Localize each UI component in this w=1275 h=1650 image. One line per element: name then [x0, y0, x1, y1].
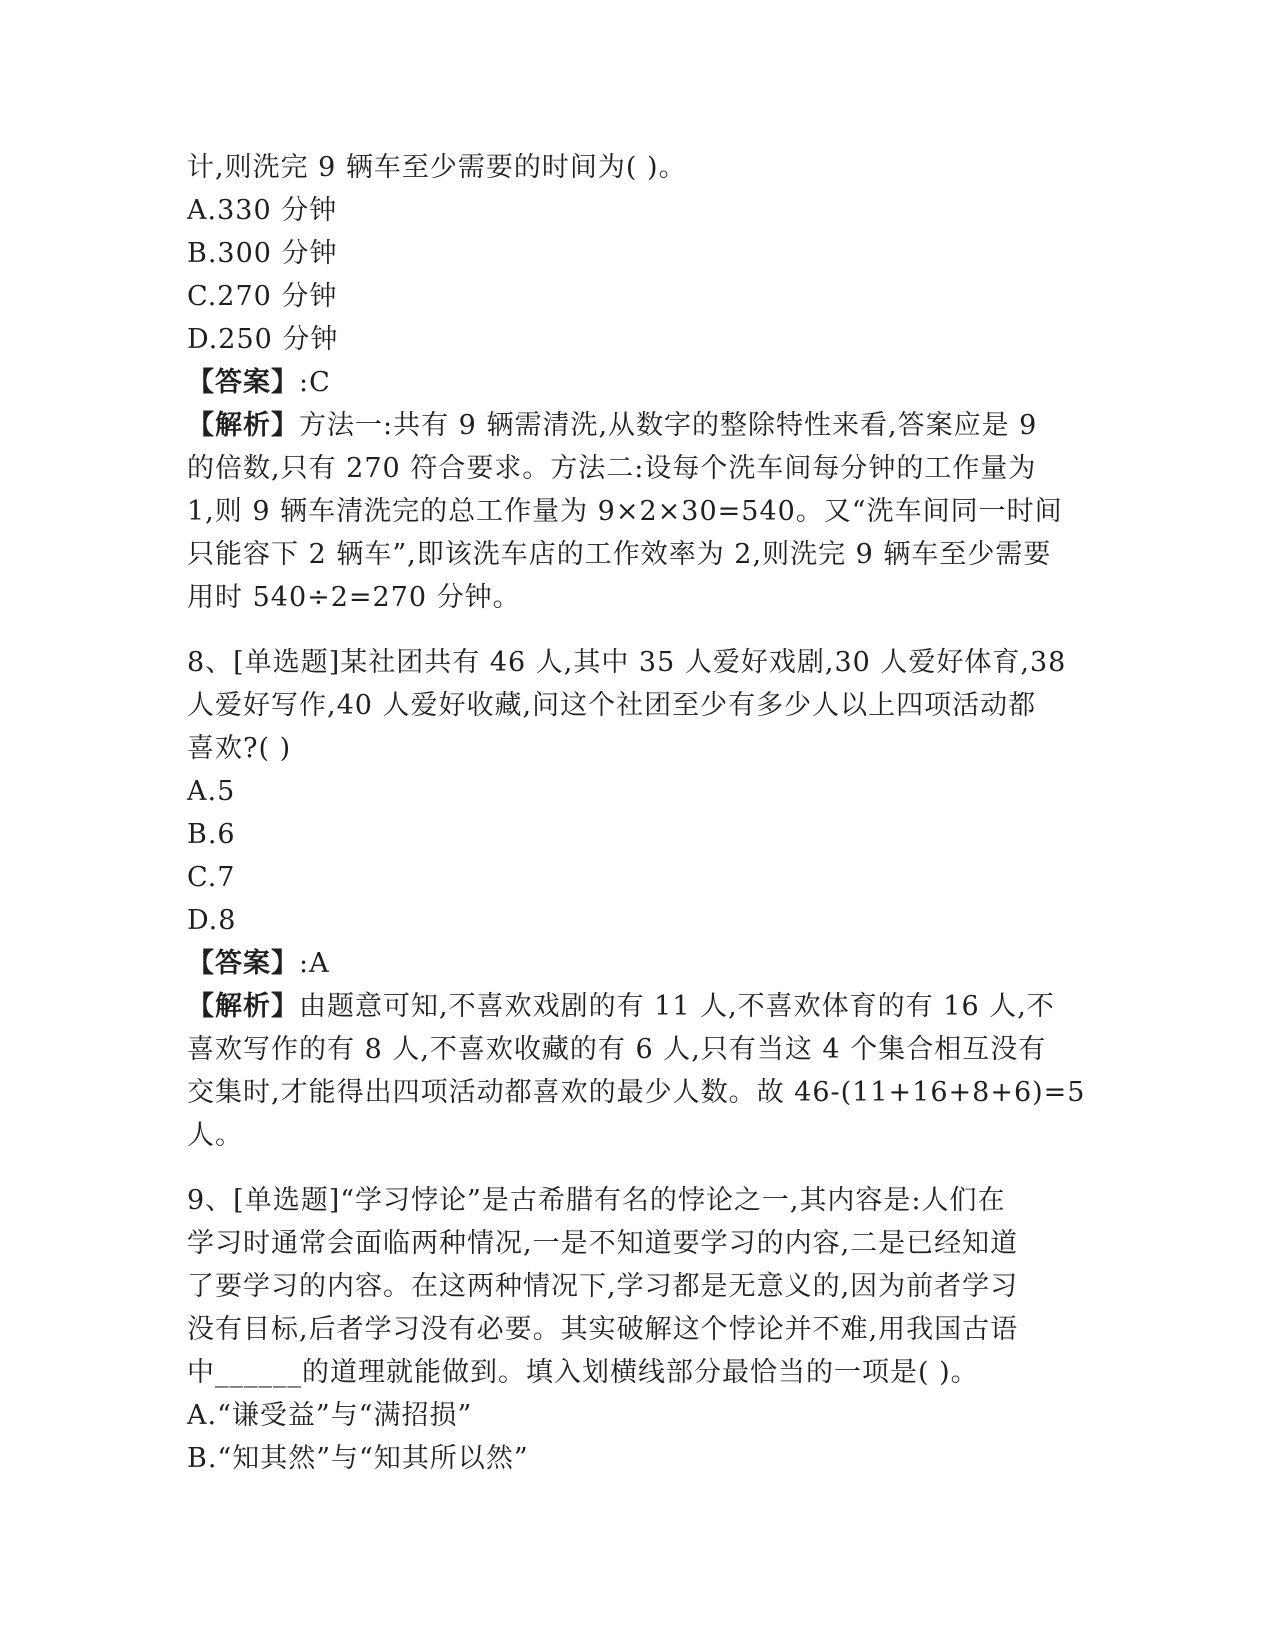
q7-analysis-label: 【解析】: [187, 410, 299, 441]
q7-option-b: B.300 分钟: [187, 238, 338, 269]
q8-analysis-text-1: 由题意可知,不喜欢戏剧的有 11 人,不喜欢体育的有 16 人,不: [299, 991, 1055, 1022]
q7-analysis-line-5: 用时 540÷2=270 分钟。: [187, 582, 521, 613]
q7-option-c: C.270 分钟: [187, 281, 338, 312]
question-spacer: [187, 1157, 1097, 1179]
q7-answer-value: :C: [299, 367, 331, 398]
q8-stem-line-2: 人爱好写作,40 人爱好收藏,问这个社团至少有多少人以上四项活动都: [187, 690, 1037, 721]
q7-option-d: D.250 分钟: [187, 324, 339, 355]
q8-analysis-line-3: 交集时,才能得出四项活动都喜欢的最少人数。故 46-(11+16+8+6)=5: [187, 1077, 1086, 1108]
q7-answer: [187, 361, 1097, 404]
q7-analysis-line-4: 只能容下 2 辆车”,即该洗车店的工作效率为 2,则洗完 9 辆车至少需要: [187, 539, 1052, 570]
q9-stem-line-4: 没有目标,后者学习没有必要。其实破解这个悖论并不难,用我国古语: [187, 1314, 1019, 1345]
q7-stem-tail: 计,则洗完 9 辆车至少需要的时间为( )。: [187, 152, 687, 183]
q8-option-b: B.6: [187, 819, 236, 850]
q7-analysis-line-1: [187, 404, 1097, 447]
q8-answer-label: 【答案】: [187, 948, 299, 979]
q8-option-c: C.7: [187, 862, 236, 893]
question-spacer: [187, 619, 1097, 641]
q9-stem-line-1: 9、[单选题]“学习悖论”是古希腊有名的悖论之一,其内容是:人们在: [187, 1185, 1006, 1216]
q7-answer-label: 【答案】: [187, 367, 299, 398]
document-page: [187, 146, 1097, 1480]
q8-analysis-line-4: 人。: [187, 1120, 243, 1151]
q9-stem-line-5: 中______的道理就能做到。填入划横线部分最恰当的一项是( )。: [187, 1357, 979, 1388]
q8-option-a: A.5: [187, 776, 236, 807]
q9-option-b: B.“知其然”与“知其所以然”: [187, 1443, 529, 1474]
q9-stem-line-2: 学习时通常会面临两种情况,一是不知道要学习的内容,二是已经知道: [187, 1228, 1019, 1259]
q7-analysis-line-2: 的倍数,只有 270 符合要求。方法二:设每个洗车间每分钟的工作量为: [187, 453, 1037, 484]
q9-stem-line-3: 了要学习的内容。在这两种情况下,学习都是无意义的,因为前者学习: [187, 1271, 1019, 1302]
q8-stem-line-1: 8、[单选题]某社团共有 46 人,其中 35 人爱好戏剧,30 人爱好体育,38: [187, 647, 1067, 678]
q7-analysis-text-1: 方法一:共有 9 辆需清洗,从数字的整除特性来看,答案应是 9: [299, 410, 1038, 441]
q9-option-a: A.“谦受益”与“满招损”: [187, 1400, 473, 1431]
q8-option-d: D.8: [187, 905, 237, 936]
q8-stem-line-3: 喜欢?( ): [187, 733, 292, 764]
q7-analysis-line-3: 1,则 9 辆车清洗完的总工作量为 9×2×30=540。又“洗车间同一时间: [187, 496, 1063, 527]
q8-answer-value: :A: [299, 948, 330, 979]
q8-answer: [187, 942, 1097, 985]
q7-option-a: A.330 分钟: [187, 195, 338, 226]
q8-analysis-line-1: [187, 985, 1097, 1028]
q8-analysis-line-2: 喜欢写作的有 8 人,不喜欢收藏的有 6 人,只有当这 4 个集合相互没有: [187, 1034, 1047, 1065]
q8-analysis-label: 【解析】: [187, 991, 299, 1022]
